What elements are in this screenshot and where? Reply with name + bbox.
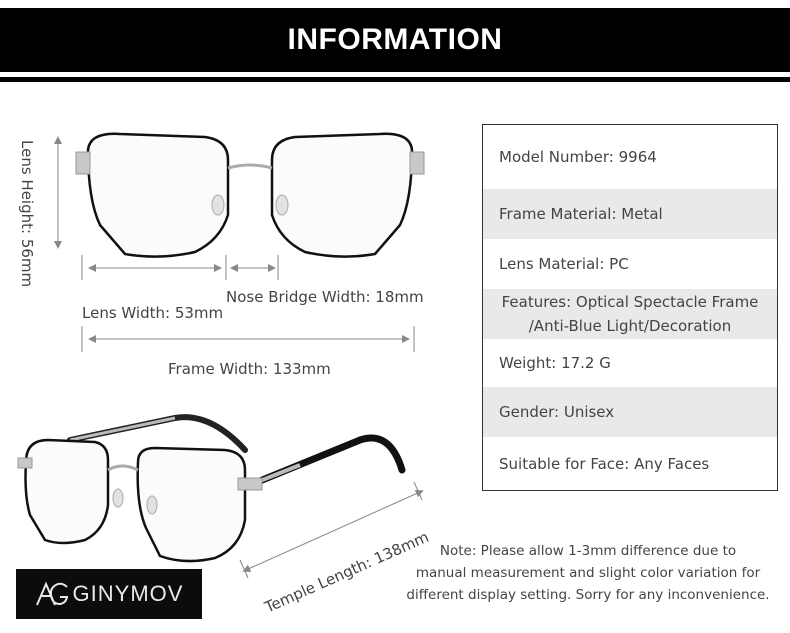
spec-model-number: Model Number: 9964: [499, 148, 657, 166]
disclaimer-note: [400, 540, 776, 606]
spec-suitable-face: Suitable for Face: Any Faces: [499, 454, 710, 473]
spec-features-line1: Features: Optical Spectacle Frame: [501, 293, 759, 311]
temple-length-label: Temple Length: 138mm: [262, 527, 432, 617]
spec-features: [483, 289, 777, 339]
spec-features-line2: /Anti-Blue Light/Decoration: [528, 317, 732, 335]
side-view-glasses-icon: [18, 417, 402, 561]
nose-bridge-label: Nose Bridge Width: 18mm: [226, 288, 424, 306]
note-line-3: different display setting. Sorry for any inconvenience.: [406, 587, 770, 603]
brand-name: GINYMOV: [72, 581, 184, 606]
frame-width-label: Frame Width: 133mm: [168, 360, 331, 378]
note-line-1: Note: Please allow 1-3mm difference due to: [439, 543, 737, 559]
spec-weight: Weight: 17.2 G: [499, 354, 611, 372]
spec-frame-material: Frame Material: Metal: [483, 189, 777, 239]
front-view-glasses-icon: [76, 134, 424, 257]
note-line-2: manual measurement and slight color variation for: [415, 565, 761, 581]
ag-monogram-icon: [35, 581, 69, 607]
lens-width-label: Lens Width: 53mm: [82, 304, 224, 322]
lens-height-label: Lens Height: 56mm: [18, 140, 36, 288]
spec-gender: Gender: Unisex: [483, 387, 777, 437]
spec-lens-material: Lens Material: PC: [499, 255, 629, 273]
page-title: INFORMATION: [287, 23, 503, 56]
spec-table: [482, 124, 778, 491]
brand-logo: [16, 569, 202, 619]
